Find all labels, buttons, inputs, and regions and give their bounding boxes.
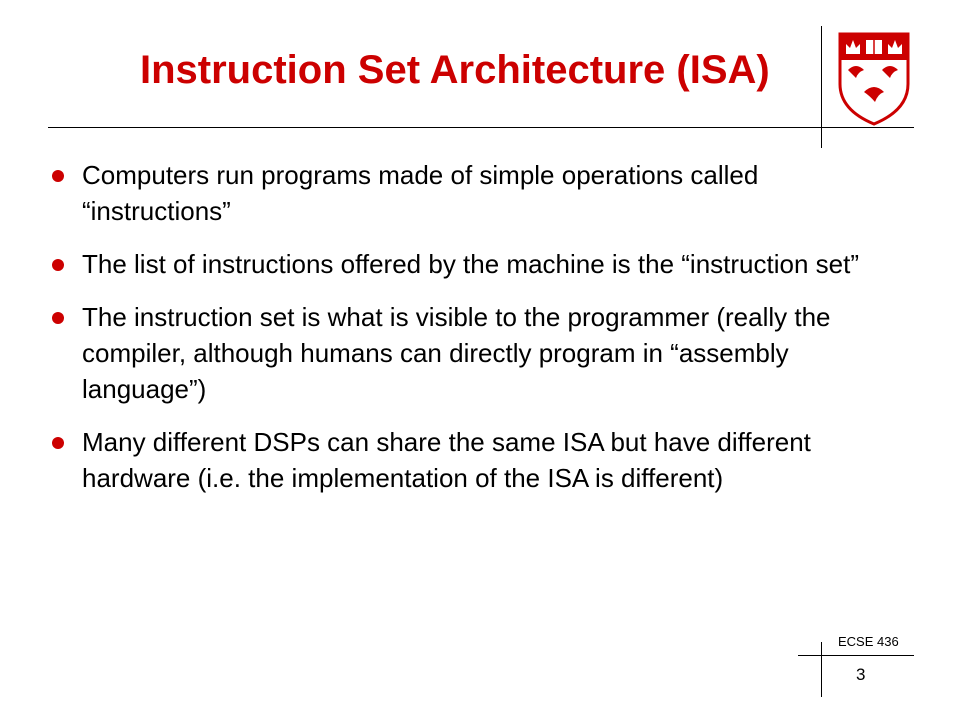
page-number: 3 [856, 665, 866, 684]
bullet-text: The list of instructions offered by the machine is the “instruction set” [82, 249, 859, 279]
bullet-text: Many different DSPs can share the same ISA but have different hardware (i.e. the implementation of the ISA is different) [82, 427, 811, 493]
header-vertical-divider [821, 26, 822, 148]
footer-vertical-divider [821, 642, 822, 697]
bullet-list [48, 157, 868, 513]
bullet-dot-icon [52, 170, 64, 182]
university-crest-icon [834, 26, 914, 126]
title-divider [48, 127, 914, 128]
bullet-text: The instruction set is what is visible to the programmer (really the compiler, although humans can directly program in “assembly language”) [82, 302, 831, 404]
bullet-item [48, 246, 868, 282]
bullet-dot-icon [52, 312, 64, 324]
slide-title: Instruction Set Architecture (ISA) [140, 48, 770, 92]
bullet-text: Computers run programs made of simple operations called “instructions” [82, 160, 759, 226]
course-code: ECSE 436 [838, 634, 899, 649]
bullet-item [48, 157, 868, 229]
bullet-dot-icon [52, 437, 64, 449]
footer-divider [798, 655, 914, 656]
bullet-item [48, 299, 868, 407]
bullet-dot-icon [52, 259, 64, 271]
bullet-item [48, 424, 868, 496]
